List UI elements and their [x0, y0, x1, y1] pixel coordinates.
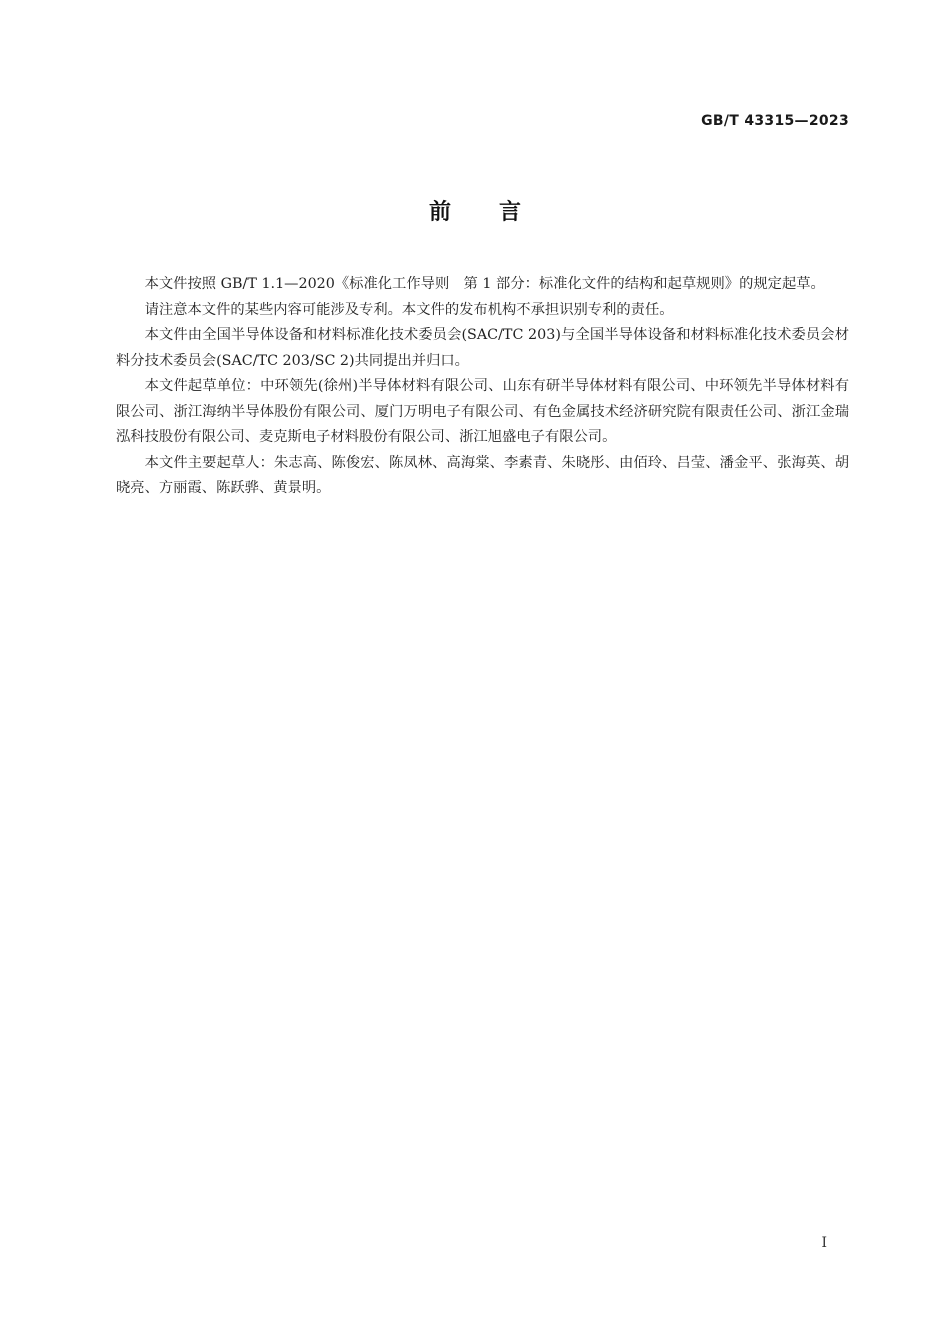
- standard-code: GB/T 43315—2023: [701, 113, 849, 129]
- paragraph-drafting-basis: 本文件按照 GB/T 1.1—2020《标准化工作导则 第 1 部分：标准化文件的结构和起草规则》的规定起草。: [144, 276, 825, 292]
- paragraph-drafting-units: 本文件起草单位：中环领先(徐州)半导体材料有限公司、山东有研半导体材料有限公司、中环领先半导体材料有限公司、浙江海纳半导体股份有限公司、厦门万明电子有限公司、有色金属技术经济研究院有限责任公司、浙江金瑞泓科技股份有限公司、麦克斯电子材料股份有限公司、浙江旭盛电子有限公司。: [116, 378, 849, 445]
- paragraph-proposer: 本文件由全国半导体设备和材料标准化技术委员会(SAC/TC 203)与全国半导体设备和材料标准化技术委员会材料分技术委员会(SAC/TC 203/SC 2)共同提出并归口。: [116, 327, 849, 369]
- document-body: [116, 272, 849, 502]
- paragraph-drafters: 本文件主要起草人：朱志高、陈俊宏、陈凤林、高海棠、李素青、朱晓彤、由佰玲、吕莹、潘金平、张海英、胡晓亮、方丽霞、陈跃骅、黄景明。: [116, 454, 849, 496]
- page-title: 前言: [428, 200, 569, 225]
- paragraph-patent-notice: 请注意本文件的某些内容可能涉及专利。本文件的发布机构不承担识别专利的责任。: [144, 301, 674, 318]
- page-number: I: [821, 1235, 827, 1251]
